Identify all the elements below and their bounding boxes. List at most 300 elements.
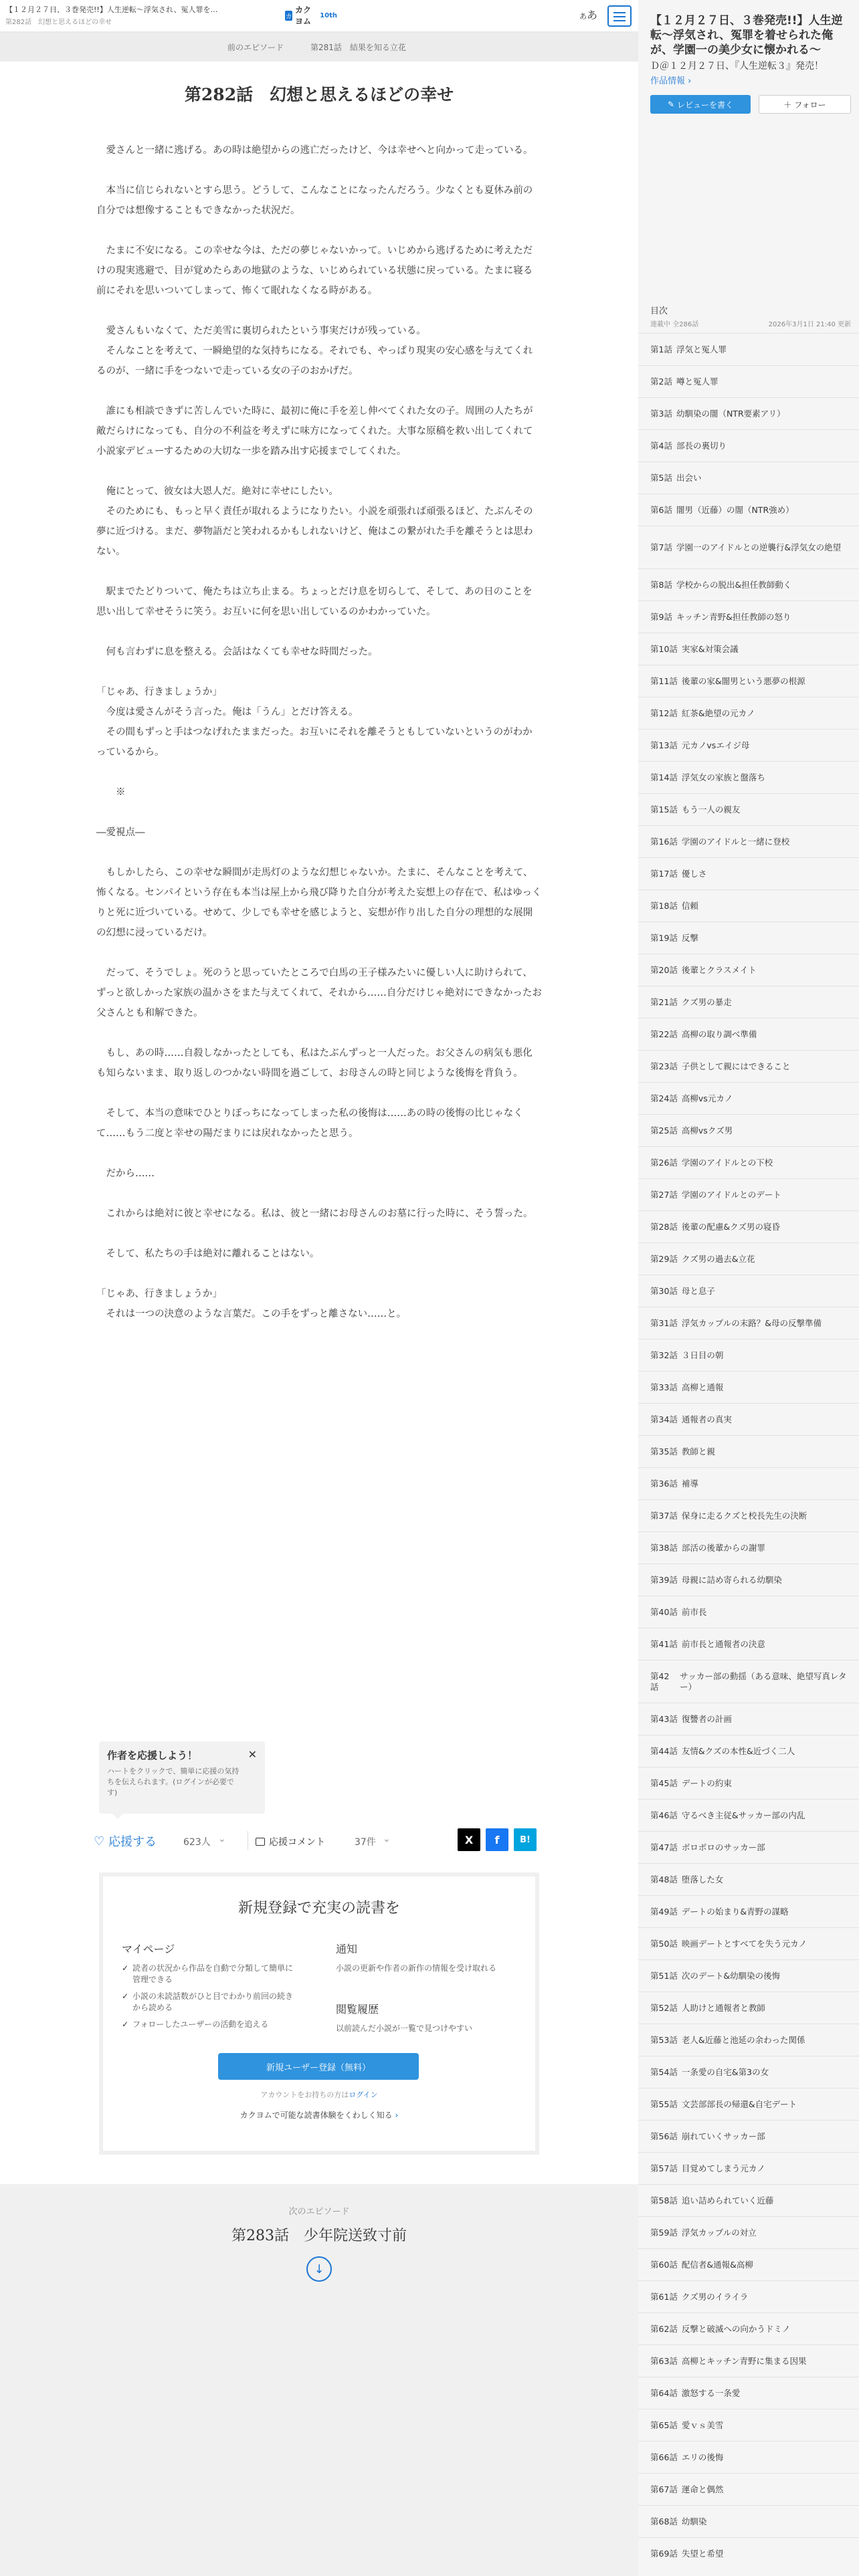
toc-item-number: 第5話 (650, 472, 672, 483)
episode-paragraph: だから…… (96, 1168, 155, 1179)
comment-button[interactable] (256, 1835, 325, 1848)
toc-item-number: 第6話 (650, 504, 672, 515)
logo-badge: 10th (320, 11, 337, 19)
episode-paragraph: 愛さんと一緒に逃げる。あの時は絶望からの逃亡だったけど、今は幸せへと向かって走っている。 (96, 145, 533, 156)
toc-item-number: 第65話 (650, 2420, 678, 2430)
episode-paragraph: そして、私たちの手は絶対に離れることはない。 (96, 1249, 320, 1259)
toc-item-title: 高柳vs元カノ (681, 1093, 733, 1103)
toc-item-title: 激怒する一条愛 (681, 2387, 741, 2398)
toc-item-number: 第25話 (650, 1125, 678, 1136)
follow-button[interactable]: ＋ フォロー (759, 95, 851, 114)
arrow-down-icon[interactable]: ↓ (306, 2256, 332, 2282)
toc-item-title: 後輩とクラスメイト (681, 964, 757, 975)
toc-item-title: 高柳と通報 (681, 1382, 724, 1392)
toc-item[interactable] (638, 986, 859, 1018)
register-feature: ✓ フォローしたユーザーの活動を追える (122, 2019, 296, 2030)
toc-item-title: 学園のアイドルとの下校 (681, 1157, 773, 1168)
toc-item-number: 第7話 (650, 542, 672, 552)
login-prompt (103, 2089, 535, 2100)
support-tooltip-body: ハートをクリックで、簡単に応援の気持ちを伝えられます。(ログインが必要です) (107, 1767, 240, 1797)
toc-item[interactable] (638, 2409, 859, 2441)
toc-item-number: 第10話 (650, 643, 678, 654)
toc-item-title: 部長の裏切り (676, 440, 727, 451)
toc-item[interactable] (638, 1703, 859, 1735)
menu-icon-line (613, 16, 626, 17)
toc-item[interactable] (638, 2377, 859, 2409)
toc-item[interactable] (638, 429, 859, 461)
kakuyomu-logo[interactable] (285, 5, 337, 26)
toc-item[interactable] (638, 601, 859, 633)
toc-item[interactable] (638, 2056, 859, 2088)
register-notify (336, 1941, 510, 1974)
toc-item[interactable] (638, 1959, 859, 1992)
signup-button[interactable]: 新規ユーザー登録（無料） (218, 2053, 419, 2080)
toc-item[interactable] (638, 1628, 859, 1660)
toc-item-number: 第8話 (650, 579, 672, 590)
toc-item-number: 第34話 (650, 1414, 678, 1424)
cheer-count[interactable]: 623人 (183, 1837, 211, 1848)
toc-item-title: 通報者の真実 (681, 1414, 732, 1424)
toc-item-number: 第22話 (650, 1029, 678, 1039)
toc-item-number: 第47話 (650, 1842, 678, 1852)
toc-item-title: 噂と冤人罪 (676, 376, 719, 387)
toc-item[interactable] (638, 1339, 859, 1371)
toc-item-title: 幼馴染 (681, 2516, 707, 2527)
learn-more-label: カクヨムで可能な読書体験をくわしく知る (240, 2111, 393, 2120)
toc-item-title: 失望と希望 (681, 2548, 724, 2559)
toc-item[interactable] (638, 1499, 859, 1531)
episode-paragraph: 「じゃあ、行きましょうか」 それは一つの決意のような言葉だ。この手をずっと離さない……と。 (96, 1289, 407, 1319)
toc-item[interactable] (638, 1863, 859, 1895)
toc-item-title: 学園のアイドルと一緒に登校 (681, 836, 790, 847)
register-promo (99, 1872, 539, 2155)
toc-item-number: 第42話 (650, 1671, 670, 1692)
episode-paragraph: たまに不安になる。この幸せな今は、ただの夢じゃないかって。いじめから逃げるために考えただけの現実逃避で、目が覚めたらあの地獄のような、いじめられている状態に戻っている。たまに寝る前にそれを思いついてしまって、怖くて眠れなくなる時がある。 (96, 245, 533, 296)
toc-item-title: 前市長 (681, 1606, 707, 1617)
episode-title: 第282話 幻想と思えるほどの幸せ (184, 85, 454, 104)
toc-item-number: 第50話 (650, 1938, 678, 1949)
toc-item-number: 第62話 (650, 2323, 678, 2334)
toc-item[interactable] (638, 2248, 859, 2280)
toc-list (638, 333, 859, 2569)
toc-item[interactable] (638, 857, 859, 889)
support-tooltip (99, 1741, 265, 1814)
toc-item-title: 母親に詰め寄られる幼馴染 (681, 1574, 782, 1585)
episode-paragraph: 「じゃあ、行きましょうか」 今度は愛さんがそう言った。俺は「うん」とだけ答える。 その間もずっと手はつなげれたままだった。お互いにそれを離そうともしていないというのがわかっているから。 (96, 687, 533, 758)
toc-item[interactable] (638, 1735, 859, 1767)
episode-paragraph: 何も言わずに息を整える。会話はなくても幸せな時間だった。 (96, 647, 378, 657)
comment-icon (256, 1838, 265, 1846)
episode-paragraph: 駅までたどりついて、俺たちは立ち止まる。ちょっとだけ息を切らして、そして、あの日のことを思い出して幸せそうに笑う。お互いに何を思い出しているのかわかっていた。 (96, 586, 533, 617)
toc-item[interactable] (638, 2120, 859, 2152)
close-icon[interactable]: ✕ (248, 1748, 257, 1761)
prev-episode-link[interactable]: 前のエピソード (227, 43, 284, 52)
toc-item[interactable] (638, 665, 859, 697)
register-mypage (122, 1941, 322, 2036)
toc-item[interactable] (638, 2505, 859, 2537)
toc-item-title: 幼馴染の闇（NTR要素アリ） (676, 408, 785, 419)
share-hatena-icon[interactable]: B! (514, 1828, 537, 1851)
toc-item-number: 第21話 (650, 996, 678, 1007)
toc-item-number: 第29話 (650, 1253, 678, 1264)
toc-item[interactable] (638, 1992, 859, 2024)
toc-item-number: 第13話 (650, 740, 678, 750)
toc-item-title: 友情&クズの本性&近づく二人 (681, 1745, 795, 1756)
toc-item-title: 浮気と冤人罪 (676, 344, 727, 354)
prev-episode-title[interactable]: 第281話 結果を知る立花 (310, 43, 406, 52)
toc-item[interactable] (638, 697, 859, 729)
toc-item-number: 第23話 (650, 1061, 678, 1071)
chevron-right-icon: › (395, 2111, 399, 2120)
toc-item-title: 前市長と通報者の決意 (681, 1638, 765, 1649)
pencil-icon: ✎ (667, 100, 675, 109)
toc-item-title: 学校からの脱出&担任教師動く (676, 579, 792, 590)
toc-progress: 連載中 全286話 (650, 321, 699, 328)
toc-item[interactable] (638, 1146, 859, 1178)
toc-item-number: 第14話 (650, 772, 678, 782)
tooltip-arrow (112, 1814, 123, 1819)
episode-body (96, 140, 542, 1344)
toc-item-title: 学園のアイドルとのデート (681, 1189, 781, 1200)
toc-item-number: 第53話 (650, 2034, 678, 2045)
toc-item-title: 映画デートとすべてを失う元カノ (681, 1938, 807, 1949)
toc-item-number: 第32話 (650, 1350, 678, 1360)
toc-item-number: 第46話 (650, 1810, 678, 1820)
toc-item-number: 第12話 (650, 708, 678, 718)
heart-icon: ♡ (94, 1834, 105, 1848)
toc-item-title: 反撃 (681, 932, 698, 943)
episode-paragraph: そして、本当の意味でひとりぼっちになってしまった私の後悔は……あの時の後悔の比じゃなくて……もう二度と幸せの陽だまりには戻れなかったと思う。 (96, 1108, 523, 1139)
sidebar (638, 0, 859, 2576)
support-tooltip-title: 作者を応援しよう！ (107, 1749, 198, 1761)
toc-item-number: 第30話 (650, 1285, 678, 1296)
toc-item-title: 人助けと通報者と教師 (681, 2002, 765, 2013)
toc-heading: 目次 (650, 306, 668, 316)
comment-count[interactable]: 37件 (355, 1837, 376, 1848)
toc-item-title: 後輩の家&闇男という悪夢の根源 (681, 675, 805, 686)
episode-paragraph: 本当に信じられないとすら思う。どうして、こんなことになったんだろう。少なくとも夏休み前の自分では想像することもできなかった状況だ。 (96, 185, 533, 216)
next-episode-section (0, 2184, 638, 2576)
toc-item-number: 第3話 (650, 408, 672, 419)
toc-item-title: 浮気カップルの対立 (681, 2227, 757, 2238)
toc-item[interactable] (638, 1403, 859, 1435)
toc-item-number: 第48話 (650, 1874, 678, 1885)
display-settings-icon: あ (579, 12, 587, 21)
toc-item-number: 第37話 (650, 1510, 678, 1521)
toc-item-number: 第26話 (650, 1157, 678, 1168)
toc-item[interactable] (638, 1660, 859, 1703)
toc-item[interactable] (638, 889, 859, 922)
toc-item-number: 第4話 (650, 440, 672, 451)
register-notify-desc: 小説の更新や作者の新作の情報を受け取れる (336, 1963, 497, 1973)
toc-item-title: もう一人の親友 (681, 804, 741, 815)
toc-item-title: 浮気女の家族と盤落ち (681, 772, 765, 782)
episode-paragraph: 俺にとって、彼女は大恩人だ。絶対に幸せにしたい。 そのためにも、もっと早く責任が取れるようになりたい。小説を頑張れば頑張るほど、たぶんその夢に近づける。まだ、夢物語だと笑われるかもしれないけど、俺はこの繋がれた手を離そうとは思わない。 (96, 486, 533, 557)
register-history (336, 2001, 510, 2034)
toc-item-number: 第19話 (650, 932, 678, 943)
toc-item-title: 保身に走るクズと校長先生の決断 (681, 1510, 807, 1521)
toc-item[interactable] (638, 2280, 859, 2313)
toc-item[interactable] (638, 729, 859, 761)
toc-item-title: 運命と偶然 (681, 2484, 724, 2494)
toc-item-number: 第31話 (650, 1317, 678, 1328)
toc-item-title: ３日目の朝 (681, 1350, 724, 1360)
toc-item[interactable] (638, 1050, 859, 1082)
toc-item-title: 高柳vsクズ男 (681, 1125, 733, 1136)
login-link[interactable]: ログイン (349, 2090, 378, 2099)
next-episode-label: 次のエピソード (288, 2207, 350, 2217)
toc-item-title: 優しさ (681, 868, 707, 879)
toc-item[interactable] (638, 1531, 859, 1564)
toc-item-number: 第66話 (650, 2452, 678, 2462)
episode-nav-bar (0, 32, 638, 62)
top-header (0, 0, 638, 32)
toc-item[interactable] (638, 2024, 859, 2056)
toc-item-title: 浮気カップルの末路？&母の反撃準備 (681, 1317, 822, 1328)
support-actions (94, 1824, 542, 1854)
toc-item[interactable] (638, 761, 859, 793)
toc-item-title: キッチン青野&担任教師の怒り (676, 611, 791, 622)
episode-paragraph: ―愛視点― (96, 827, 145, 838)
toc-item[interactable] (638, 2537, 859, 2569)
toc-item-number: 第18話 (650, 900, 678, 911)
toc-item-title: 文芸部部長の帰還&自宅デート (681, 2099, 797, 2109)
cheer-button[interactable] (94, 1832, 157, 1850)
toc-item-number: 第55話 (650, 2099, 678, 2109)
toc-item[interactable] (638, 1831, 859, 1863)
menu-icon-line (613, 12, 626, 13)
toc-item-title: クズ男の暴走 (681, 996, 732, 1007)
toc-item[interactable] (638, 1596, 859, 1628)
display-settings-button[interactable] (579, 7, 597, 22)
toc-item-number: 第68話 (650, 2516, 678, 2527)
toc-item[interactable] (638, 1018, 859, 1050)
toc-item-title: デートの始まり&青野の謀略 (681, 1906, 789, 1917)
toc-item[interactable] (638, 2441, 859, 2473)
toc-item[interactable] (638, 397, 859, 429)
toc-item-number: 第58話 (650, 2195, 678, 2206)
sidebar-author[interactable]: Ｄ＠１２月２７日、『人生逆転３』発売！ (650, 61, 824, 72)
episode-paragraph: だって、そうでしょ。死のうと思っていたところで白馬の王子様みたいに優しい人に助けられて、ずっと欲しかった家族の温かさをまた与えてくれて、それから……自分だけじゃ絶対にできなかったお父さんとも和解できた。 (96, 968, 542, 1018)
toc-item[interactable] (638, 1243, 859, 1275)
toc-item-number: 第24話 (650, 1093, 678, 1103)
toc-item[interactable] (638, 825, 859, 857)
toc-item-number: 第67話 (650, 2484, 678, 2494)
register-history-desc: 以前読んだ小説が一覧で見つけやすい (336, 2024, 473, 2033)
toc-item-title: 堕落した女 (681, 1874, 724, 1885)
toc-item-number: 第35話 (650, 1446, 678, 1457)
toc-item-number: 第20話 (650, 964, 678, 975)
toc-item-title: 闇男（近藤）の闇（NTR強め） (676, 504, 794, 515)
toc-meta (650, 318, 851, 328)
toc-item-number: 第38話 (650, 1542, 678, 1553)
toc-item-title: クズ男のイライラ (681, 2291, 749, 2302)
toc-item-number: 第15話 (650, 804, 678, 815)
episode-paragraph: ※ (96, 787, 126, 798)
toc-item-number: 第64話 (650, 2387, 678, 2398)
toc-item-title: 復讐者の計画 (681, 1713, 732, 1724)
share-facebook-icon[interactable]: f (486, 1828, 508, 1851)
toc-item[interactable] (638, 461, 859, 494)
register-feature: ✓ 小説の未読話数がひと目でわかり前回の続きから読める (122, 1991, 296, 2014)
toc-item-title: デートの約束 (681, 1778, 732, 1788)
toc-item-number: 第45話 (650, 1778, 678, 1788)
toc-item-title: 学園一のアイドルとの逆襲行&浮気女の絶望 (676, 542, 842, 552)
toc-updated: 2026年3月1日 21:40 更新 (768, 321, 851, 328)
toc-item-number: 第61話 (650, 2291, 678, 2302)
toc-item-title: 老人&近藤と池延の余わった関係 (681, 2034, 805, 2045)
toc-item-number: 第40話 (650, 1606, 678, 1617)
toc-item-number: 第16話 (650, 836, 678, 847)
toc-item[interactable] (638, 2473, 859, 2505)
menu-icon-line (613, 20, 626, 21)
toc-item-title: 目覚めてしまう元カノ (681, 2163, 765, 2173)
toc-item[interactable] (638, 2216, 859, 2248)
toc-item[interactable] (638, 365, 859, 397)
share-x-icon[interactable]: X (458, 1828, 480, 1851)
toc-item[interactable] (638, 2345, 859, 2377)
toc-item-number: 第9話 (650, 611, 672, 622)
toc-item-title: 次のデート&幼馴染の後悔 (681, 1970, 781, 1981)
toc-item[interactable] (638, 2152, 859, 2184)
display-settings-label: あ (587, 9, 598, 21)
toc-item-title: 母と息子 (681, 1285, 715, 1296)
toc-item[interactable] (638, 2088, 859, 2120)
toc-item[interactable] (638, 1114, 859, 1146)
comment-label: 応援コメント (269, 1837, 325, 1848)
toc-item[interactable] (638, 1799, 859, 1831)
toc-item[interactable] (638, 1467, 859, 1499)
toc-item[interactable] (638, 922, 859, 954)
write-review-label: レビューを書く (677, 100, 734, 110)
toc-item-title: 高柳の取り調べ準備 (681, 1029, 757, 1039)
episode-paragraph: 愛さんもいなくて、ただ美雪に裏切られたという事実だけが残っている。 そんなことを考えて、一瞬絶望的な気持ちになる。それでも、やっぱり現実の安心感を与えてくれるのが、一緒に手をつないで走っている女の子のおかげだ。 (96, 326, 533, 377)
toc-item[interactable] (638, 1564, 859, 1596)
write-review-button[interactable] (650, 95, 751, 114)
logo-text: カクヨム (294, 5, 311, 26)
toc-item[interactable] (638, 1767, 859, 1799)
toc-item-number: 第36話 (650, 1478, 678, 1489)
toc-item-title: 守るべき主従&サッカー部の内乱 (681, 1810, 805, 1820)
toc-item[interactable] (638, 568, 859, 601)
toc-item[interactable] (638, 333, 859, 365)
toc-item[interactable] (638, 1210, 859, 1243)
toc-item-number: 第43話 (650, 1713, 678, 1724)
toc-item-title: 高柳とキッチン青野に集まる因果 (681, 2355, 807, 2366)
toc-item-title: 紅茶&絶望の元カノ (681, 708, 755, 718)
toc-item-number: 第60話 (650, 2259, 678, 2270)
toc-item-number: 第59話 (650, 2227, 678, 2238)
episode-paragraph: これからは絶対に彼と幸せになる。私は、彼と一緒にお母さんのお墓に行った時に、そう誓った。 (96, 1208, 533, 1219)
episode-paragraph: 誰にも相談できずに苦しんでいた時に、最初に俺に手を差し伸べてくれた女の子。周囲の人たちが敵だらけになっても、自分の不利益を考えずに味方になってくれた。大事な原稿を救い出してくれて小説家デビューするための大切な一歩を踏み出す応援までしてくれた。 (96, 406, 533, 457)
register-feature: ✓ 読者の状況から作品を自動で分類して簡単に管理できる (122, 1963, 296, 1985)
chevron-down-icon[interactable]: ⌄ (218, 1834, 226, 1844)
toc-item-number: 第63話 (650, 2355, 678, 2366)
toc-item-title: 実家&対策会議 (681, 643, 739, 654)
toc-item-number: 第54話 (650, 2066, 678, 2077)
toc-item-title: 子供として親にはできること (681, 1061, 791, 1071)
toc-item-number: 第17話 (650, 868, 678, 879)
toc-item-number: 第49話 (650, 1906, 678, 1917)
work-info-link[interactable]: 作品情報 › (650, 76, 692, 86)
toc-item-title: サッカー部の動揺（ある意味、絶望写真レター） (680, 1671, 847, 1692)
register-mypage-heading: マイページ (122, 1943, 175, 1955)
toc-item-number: 第52話 (650, 2002, 678, 2013)
toc-item[interactable] (638, 2184, 859, 2216)
toc-item-title: 出会い (676, 472, 702, 483)
toc-item-number: 第27話 (650, 1189, 678, 1200)
toc-item[interactable] (638, 1178, 859, 1210)
toc-item-number: 第33話 (650, 1382, 678, 1392)
toc-item[interactable] (638, 2313, 859, 2345)
toc-item-number: 第1話 (650, 344, 672, 354)
toc-item-number: 第44話 (650, 1745, 678, 1756)
toc-item-title: 補導 (681, 1478, 698, 1489)
menu-button[interactable] (607, 5, 632, 27)
toc-item-number: 第69話 (650, 2548, 678, 2559)
toc-item-title: 元カノvsエイジ母 (681, 740, 750, 750)
logo-mark-icon: カ (285, 11, 292, 21)
toc-item-title: エリの後悔 (681, 2452, 724, 2462)
learn-more-link[interactable] (103, 2109, 535, 2121)
toc-item-title: クズ男の過去&立花 (681, 1253, 755, 1264)
sidebar-work-title[interactable]: 【１２月２７日、３巻発売!!】人生逆転〜浮気され、冤罪を着せられた俺が、学園一の美少女に懐かれる〜 (650, 14, 843, 57)
register-notify-heading: 通知 (336, 1943, 358, 1955)
cheer-label: 応援する (108, 1835, 157, 1849)
toc-item[interactable] (638, 1927, 859, 1959)
register-history-heading: 閲覧履歴 (336, 2003, 379, 2016)
toc-item-title: 反撃と破滅への向かうドミノ (681, 2323, 791, 2334)
toc-item[interactable] (638, 1895, 859, 1927)
toc-item-number: 第56話 (650, 2131, 678, 2141)
work-title-link[interactable]: 【１２月２７日、３巻発売!!】人生逆転〜浮気され、冤人罪を… (5, 5, 218, 14)
toc-item[interactable] (638, 633, 859, 665)
toc-item[interactable] (638, 1275, 859, 1307)
toc-item[interactable] (638, 1435, 859, 1467)
toc-item-number: 第2話 (650, 376, 672, 387)
toc-item-title: 追い詰められていく近藤 (681, 2195, 774, 2206)
toc-item-title: 崩れていくサッカー部 (681, 2131, 765, 2141)
toc-item-title: 一条愛の自宅&第3の女 (681, 2066, 769, 2077)
toc-item-title: 愛ｖｓ美雪 (681, 2420, 724, 2430)
toc-item[interactable] (638, 954, 859, 986)
next-episode-title[interactable]: 第283話 少年院送致寸前 (231, 2228, 407, 2244)
toc-item[interactable] (638, 1307, 859, 1339)
toc-item-number: 第57話 (650, 2163, 678, 2173)
toc-item[interactable] (638, 1371, 859, 1403)
login-prefix: アカウントをお持ちの方は (260, 2090, 349, 2099)
episode-paragraph: もしかしたら、この幸せな瞬間が走馬灯のような幻想じゃないか。たまに、そんなことを考えて、怖くなる。センパイという存在も本当は屋上から飛び降りた自分が考えた妄想上の存在で、私はゆっくりと死に近づいている。せめて、少しでも幸せを感じようと、妄想が作り出した自分の理想的な展開の幻想に浸っているだけ。 (96, 867, 542, 938)
toc-item-title: ボロボロのサッカー部 (681, 1842, 765, 1852)
toc-item-title: 教師と親 (681, 1446, 715, 1457)
toc-item-number: 第51話 (650, 1970, 678, 1981)
episode-subtitle: 第282話 幻想と思えるほどの幸せ (5, 19, 112, 26)
toc-item-number: 第39話 (650, 1574, 678, 1585)
toc-item[interactable] (638, 526, 859, 568)
toc-item-title: 部活の後輩からの謝罪 (681, 1542, 765, 1553)
toc-item[interactable] (638, 793, 859, 825)
toc-item-title: 後輩の配慮&クズ男の寝昏 (681, 1221, 781, 1232)
toc-item-number: 第41話 (650, 1638, 678, 1649)
register-title: 新規登録で充実の読書を (237, 1900, 400, 1917)
toc-item[interactable] (638, 1082, 859, 1114)
toc-item[interactable] (638, 494, 859, 526)
toc-item-number: 第28話 (650, 1221, 678, 1232)
toc-item-title: 配信者&通報&高柳 (681, 2259, 753, 2270)
toc-item-number: 第11話 (650, 675, 678, 686)
chevron-down-icon[interactable]: ⌄ (383, 1834, 391, 1844)
toc-item-title: 信頼 (681, 900, 698, 911)
